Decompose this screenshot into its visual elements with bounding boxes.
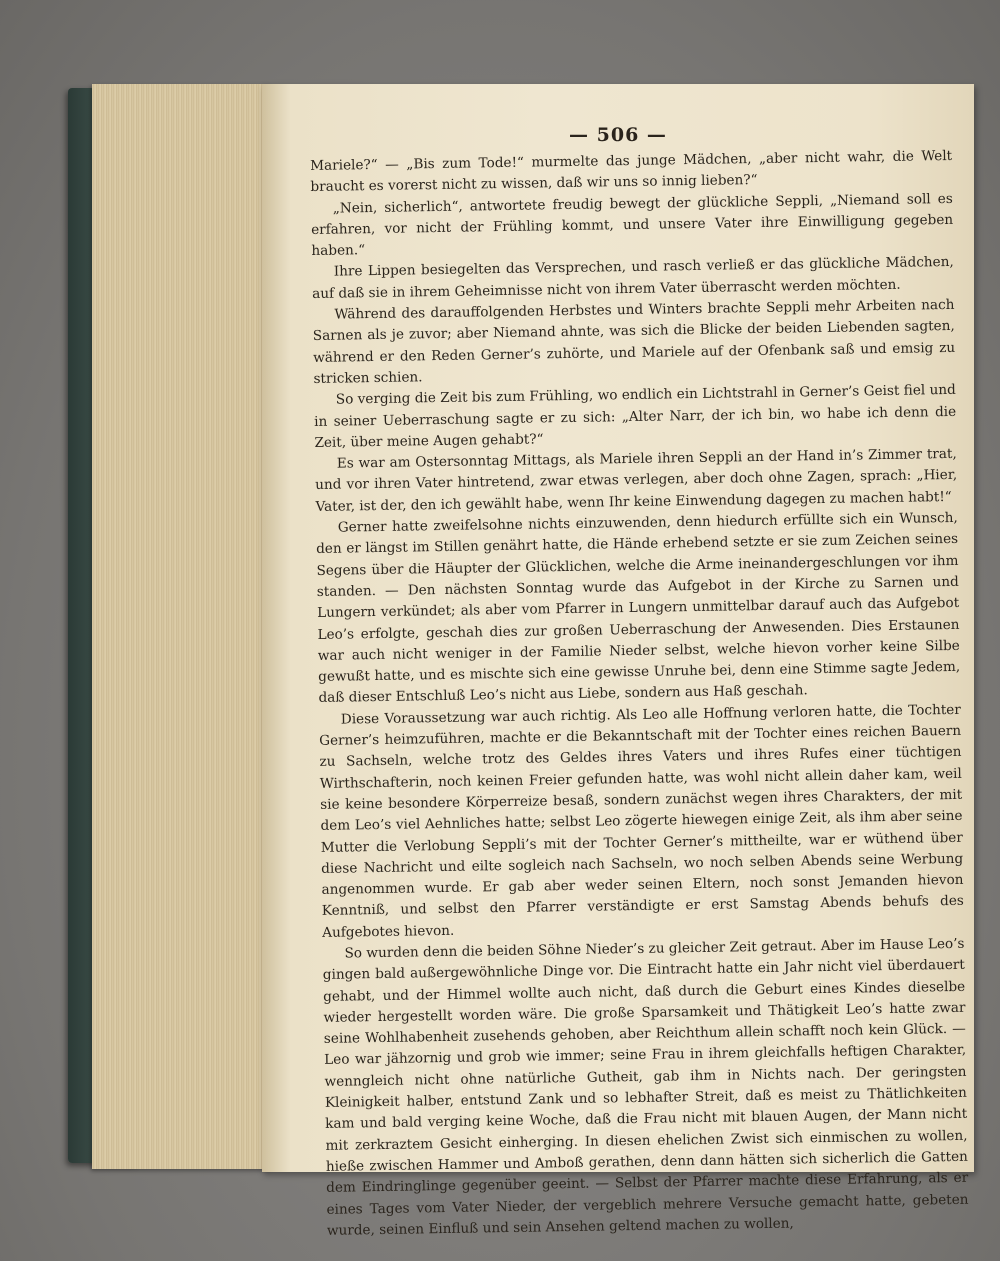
paragraph: Ihre Lippen besiegelten das Versprechen, und rasch verließ er das glückliche Mädchen, auf daß sie in ihrem Geheimnisse nicht von ihrem Vater überrascht werden möchten. — [312, 254, 954, 302]
page-edges — [92, 84, 270, 1169]
paragraph: Während des darauffolgenden Herbstes und Winters brachte Seppli mehr Arbeiten nach Sarnen als je zuvor; aber Niemand ahnte, was sich die Blicke der beiden Liebenden sagten, während er den Reden Gerner’s zuhörte, und Mariele auf der Ofenbank saß und emsig zu stricken schien. — [312, 296, 956, 387]
paragraph: Diese Voraussetzung war auch richtig. Als Leo alle Hoffnung verloren hatte, die Tochter Gerner’s heimzuführen, machte er die Bekanntschaft mit der Tochter eines reichen Bauern zu Sachseln, welche trotz des Geldes ihres Vaters und ihres Rufes einer tüchtigen Wirthschafterin, noch keinen Freier gefunden hatte, was wohl nicht allein daher kam, weil sie keine besondere Körperreize besaß, sondern zunächst wegen ihres Charakters, der mit dem Leo’s viel Aehnliches hatte; selbst Leo zögerte hiewegen einige Zeit, als ihm aber seine Mutter die Verlobung Seppli’s mit der Tochter Gerner’s mittheilte, war er wüthend über diese Nachricht und eilte sogleich nach Sachseln, wo noch selben Abends seine Werbung angenommen wurde. Er gab aber weder seinen Eltern, noch sonst Jemanden hievon Kenntniß, und selbst den Pfarrer verständigte er erst Samstag Abends behufs des Aufgebotes hievon. — [319, 701, 964, 941]
paragraph: So verging die Zeit bis zum Frühling, wo endlich ein Lichtstrahl in Gerner’s Geist fiel und in seiner Ueberraschung sagte er zu sich: „Alter Narr, der ich bin, wo habe ich denn die Zeit, über meine Augen gehabt?“ — [314, 382, 957, 451]
paragraph: Es war am Ostersonntag Mittags, als Mariele ihren Seppli an der Hand in’s Zimmer trat, und vor ihren Vater hintretend, zwar etwas verlegen, aber doch ohne Zagen, sprach: „Hier, Vater, ist der, den ich gewählt habe, wenn Ihr keine Einwendung dagegen zu machen habt!“ — [315, 446, 958, 515]
paragraph: „Nein, sicherlich“, antwortete freudig bewegt der glückliche Seppli, „Niemand soll es erfahren, vor nicht der Frühling kommt, und unsere Vater ihre Einwilligung gegeben haben.“ — [311, 190, 954, 260]
page-text — [310, 146, 969, 1242]
paragraph: Gerner hatte zweifelsohne nichts einzuwenden, denn hiedurch erfüllte sich ein Wunsch, den er längst im Stillen genährt hatte, die Hände erhebend setzte er sie zum Zeichen seines Segens über die Häupter der Glücklichen, welche die Arme ineinandergeschlungen vor ihm standen. — Den nächsten Sonntag wurde das Aufgebot in der Kirche zu Sarnen und Lungern verkündet; als aber vom Pfarrer in Lungern unmittelbar darauf auch das Aufgebot Leo’s erfolgte, geschah dies zur großen Ueberraschung der Anwesenden. Dies Erstaunen war auch nicht weniger in der Familie Nieder selbst, welche hievon vorher keine Silbe gewußt hatte, und es mischte sich eine gewisse Unruhe bei, denn eine Stimme sagte Jedem, daß dieser Entschluß Leo’s nicht aus Liebe, sondern aus Haß geschah. — [316, 509, 961, 707]
book-page — [262, 84, 974, 1239]
page-number: — 506 — — [569, 124, 667, 146]
paragraph: So wurden denn die beiden Söhne Nieder’s zu gleicher Zeit getraut. Aber im Hause Leo’s gingen bald außergewöhnliche Dinge vor. Die Eintracht hatte ein Jahr nicht viel überdauert gehabt, und der Himmel wollte auch nicht, daß durch die Geburt eines Kindes dieselbe wieder hergestellt worden wäre. Die große Sparsamkeit und Thätigkeit Leo’s hatte zwar seine Wohlhabenheit zusehends gehoben, aber Reichthum allein schafft noch kein Glück. — Leo war jähzornig und grob wie immer; seine Frau in ihrem gleichfalls heftigen Charakter, wenngleich nicht ohne natürliche Gutheit, gab ihm in Nichts nach. Der geringsten Kleinigkeit halber, entstund Zank und so lebhafter Streit, daß es meist zu Thätlichkeiten kam und bald verging keine Woche, daß die Frau nicht mit blauen Augen, der Mann nicht mit zerkraztem Gesicht einherging. In diesen ehelichen Zwist sich einmischen zu wollen, hieße zwischen Hammer und Amboß gerathen, denn dann hätten sich sicherlich die Gatten dem Eindringlinge gegenüber geeint. — Selbst der Pfarrer machte diese Erfahrung, als er eines Tages vom Vater Nieder, der vergeblich mehrere Versuche gemacht hatte, gebeten wurde, seinen Einfluß und sein Ansehen geltend machen zu wollen, — [322, 935, 969, 1239]
paragraph: Mariele?“ — „Bis zum Tode!“ murmelte das junge Mädchen, „aber nicht wahr, die Welt braucht es vorerst nicht zu wissen, daß wir uns so innig lieben?“ — [310, 147, 953, 196]
